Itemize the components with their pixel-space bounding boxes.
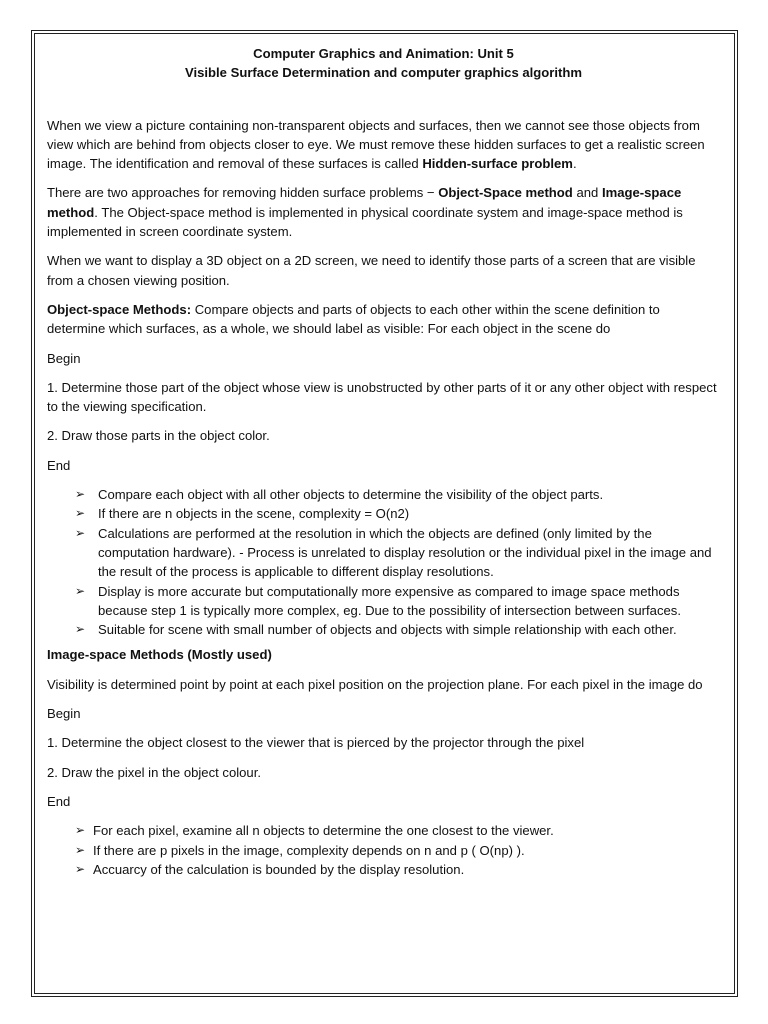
hidden-surface-term: Hidden-surface problem (422, 156, 573, 172)
object-step-2: 2. Draw those parts in the object color. (47, 428, 270, 444)
object-space-paragraph: Object-space Methods: Compare objects and parts of objects to each other within the scene definition to determine which surfaces, as a whole, we should label as visible: For each object in the scene do (47, 301, 660, 337)
document-body (47, 44, 720, 885)
doc-title: Computer Graphics and Animation: Unit 5 (253, 46, 514, 61)
arrow-bullet-icon: ➢ (75, 861, 86, 876)
arrow-bullet-icon: ➢ (75, 525, 86, 540)
image-step-2: 2. Draw the pixel in the object colour. (47, 764, 261, 780)
object-begin: Begin (47, 350, 81, 366)
image-space-bullets (47, 821, 720, 879)
intro-paragraph: When we view a picture containing non-transparent objects and surfaces, then we cannot see those objects from view which are behind from objects closer to eye. We must remove these hidden surfaces to get a realistic screen image. The identification and removal of these surfaces is called Hidden-surface problem. (47, 117, 705, 172)
doc-subtitle: Visible Surface Determination and computer graphics algorithm (184, 65, 583, 81)
arrow-bullet-icon: ➢ (75, 842, 86, 857)
image-space-term: Image-space method (47, 185, 682, 220)
list-item: ➢ Accuarcy of the calculation is bounded by the display resolution. (47, 860, 720, 879)
image-space-paragraph: Visibility is determined point by point at each pixel position on the projection plane. For each pixel in the image do (47, 676, 703, 692)
list-item: ➢ For each pixel, examine all n objects to determine the one closest to the viewer. (47, 821, 720, 840)
arrow-bullet-icon: ➢ (75, 583, 86, 598)
arrow-bullet-icon: ➢ (75, 506, 86, 521)
display-paragraph: When we want to display a 3D object on a 2D screen, we need to identify those parts of a screen that are visible from a chosen viewing position. (47, 253, 696, 288)
object-step-1: 1. Determine those part of the object whose view is unobstructed by other parts of it or any other object with respect to the viewing specification. (47, 379, 717, 415)
arrow-bullet-icon: ➢ (75, 823, 86, 838)
image-begin: Begin (47, 706, 81, 722)
list-item: ➢ Calculations are performed at the resolution in which the objects are defined (only limited by the computation hardware). - Process is unrelated to display resolution or the individual pixel in the image and the result of the process is applicable to different display resolutions. (75, 525, 712, 580)
list-item: ➢ Suitable for scene with small number of objects and objects with simple relationship with each other. (47, 620, 720, 639)
list-item: ➢ Compare each object with all other objects to determine the visibility of the object parts. (47, 485, 720, 504)
list-item: ➢ If there are n objects in the scene, complexity = O(n2) (47, 504, 720, 523)
object-space-label: Object-space Methods: (47, 301, 192, 317)
object-end: End (47, 457, 71, 473)
image-end: End (47, 793, 71, 809)
arrow-bullet-icon: ➢ (75, 487, 86, 502)
list-item: ➢ If there are p pixels in the image, complexity depends on n and p ( O(np) ). (47, 841, 720, 860)
object-space-bullets (47, 485, 720, 639)
image-step-1: 1. Determine the object closest to the viewer that is pierced by the projector through the pixel (47, 735, 585, 751)
image-space-heading: Image-space Methods (Mostly used) (47, 647, 272, 663)
arrow-bullet-icon: ➢ (75, 622, 86, 637)
approaches-paragraph: There are two approaches for removing hidden surface problems − Object-Space method and Image-space method. The Object-space method is implemented in physical coordinate system and image-space method is implemented in screen coordinate system. (47, 185, 683, 240)
list-item: ➢ Display is more accurate but computationally more expensive as compared to image space methods because step 1 is typically more complex, eg. Due to the possibility of intersection between surfaces. (75, 583, 681, 618)
object-space-term: Object-Space method (438, 185, 573, 201)
